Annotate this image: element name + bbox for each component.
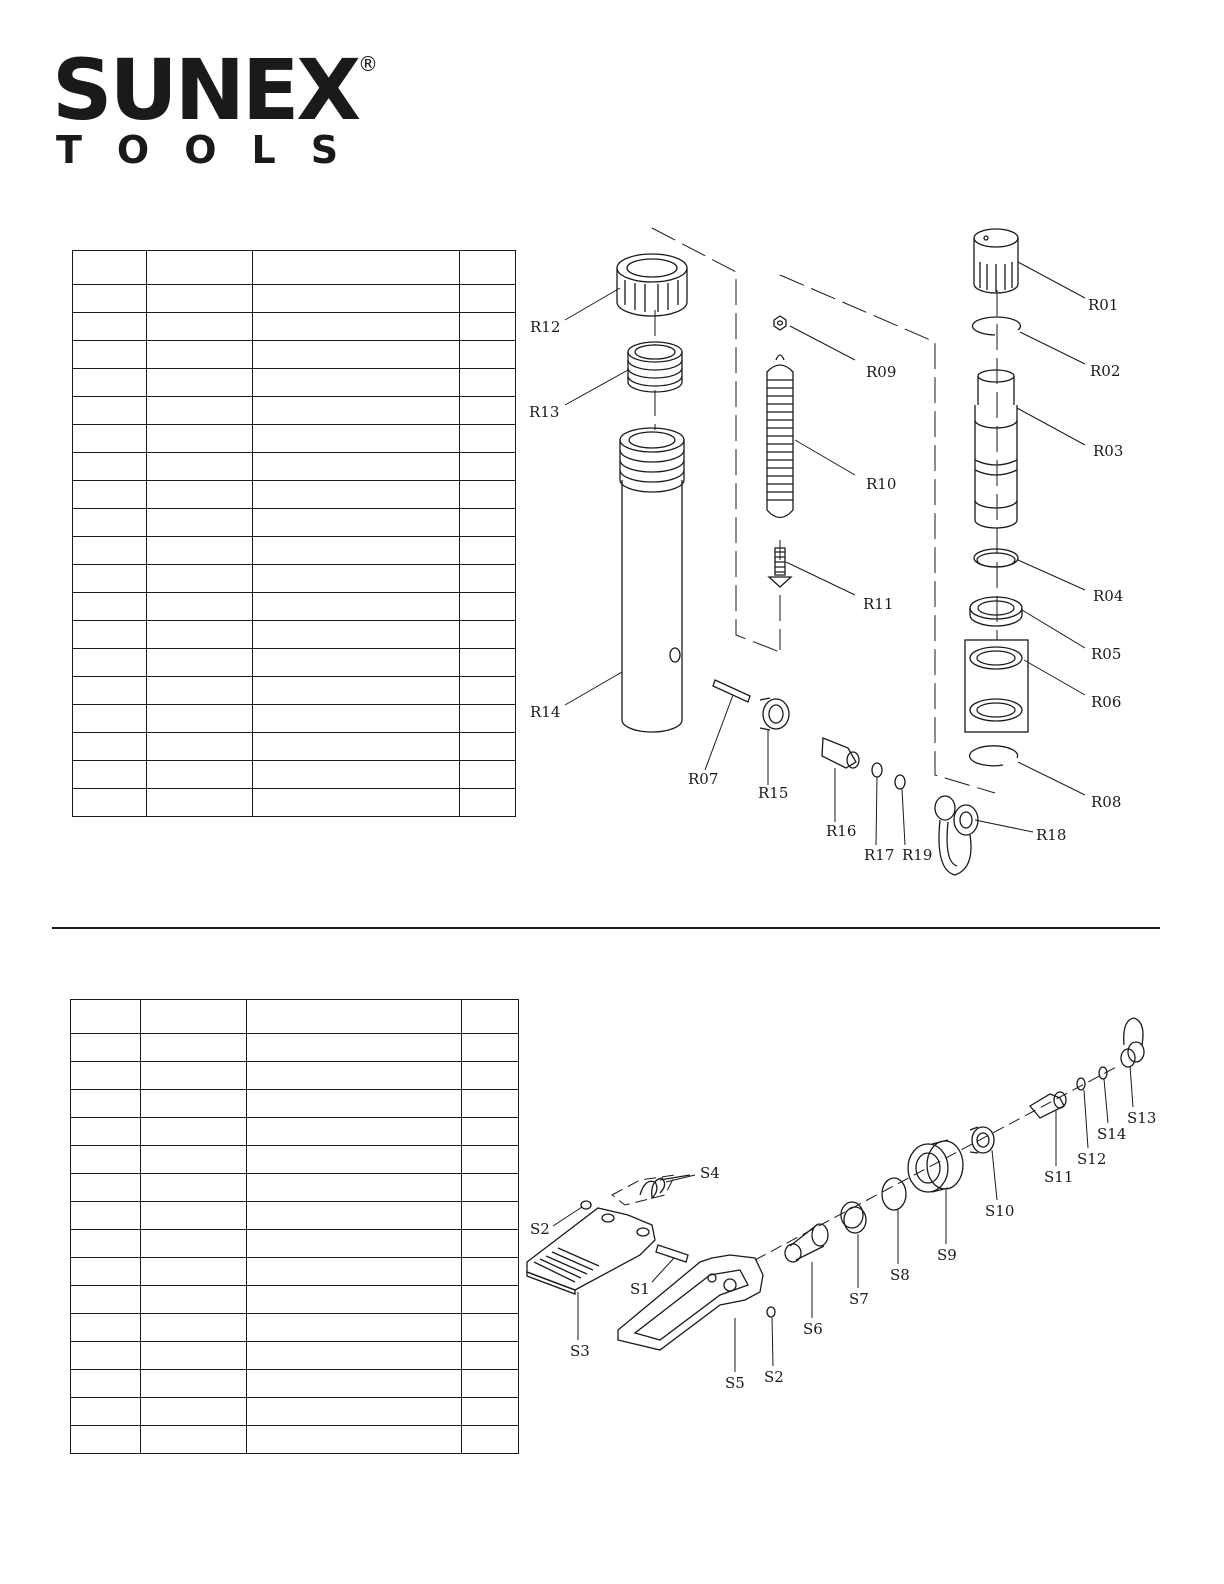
table-row: [73, 733, 516, 761]
table-cell: [247, 1174, 462, 1202]
table-row: [71, 1426, 519, 1454]
table-cell: [460, 341, 516, 369]
table-cell: [253, 397, 460, 425]
s8-o-ring: [882, 1178, 906, 1210]
table-cell: [73, 397, 147, 425]
table-cell: [462, 1034, 519, 1062]
table-cell: [247, 1370, 462, 1398]
table-cell: [71, 1146, 141, 1174]
r13-ring: [628, 342, 682, 392]
table-cell: [462, 1370, 519, 1398]
label-r04: R04: [1093, 587, 1124, 605]
table-cell: [253, 705, 460, 733]
table-cell: [141, 1426, 247, 1454]
table-cell: [460, 369, 516, 397]
label-s12: S12: [1077, 1150, 1107, 1168]
table-cell: [462, 1398, 519, 1426]
table-cell: [147, 789, 253, 817]
table-row: [73, 761, 516, 789]
table-cell: [147, 761, 253, 789]
table-row: [73, 677, 516, 705]
label-s10: S10: [985, 1202, 1015, 1220]
table-cell: [71, 1000, 141, 1034]
table-row: [71, 1286, 519, 1314]
table-cell: [73, 251, 147, 285]
table-cell: [462, 1118, 519, 1146]
table-cell: [460, 251, 516, 285]
table-cell: [253, 677, 460, 705]
table-cell: [141, 1370, 247, 1398]
table-cell: [147, 705, 253, 733]
table-cell: [147, 285, 253, 313]
label-r02: R02: [1090, 362, 1121, 380]
exploded-diagram-r: [520, 220, 1140, 900]
table-row: [71, 1258, 519, 1286]
label-s14: S14: [1097, 1125, 1127, 1143]
table-cell: [73, 341, 147, 369]
label-r14: R14: [530, 703, 561, 721]
table-row: [73, 789, 516, 817]
table-cell: [71, 1342, 141, 1370]
table-cell: [71, 1426, 141, 1454]
s11-fitting: [1030, 1092, 1066, 1118]
label-r13: R13: [529, 403, 560, 421]
table-cell: [73, 677, 147, 705]
label-s3: S3: [570, 1342, 590, 1360]
table-cell: [141, 1118, 247, 1146]
table-cell: [147, 369, 253, 397]
table-cell: [462, 1000, 519, 1034]
table-cell: [247, 1314, 462, 1342]
table-cell: [253, 621, 460, 649]
r02-clip: [972, 317, 1020, 335]
table-cell: [253, 369, 460, 397]
table-row: [73, 565, 516, 593]
table-cell: [147, 425, 253, 453]
label-s9: S9: [937, 1246, 957, 1264]
s12-ring: [1077, 1078, 1085, 1090]
label-r16: R16: [826, 822, 857, 840]
table-cell: [147, 481, 253, 509]
label-r07: R07: [688, 770, 719, 788]
label-r03: R03: [1093, 442, 1124, 460]
table-cell: [460, 677, 516, 705]
label-r15: R15: [758, 784, 789, 802]
table-cell: [460, 285, 516, 313]
label-s1: S1: [630, 1280, 650, 1298]
label-r17: R17: [864, 846, 895, 864]
table-cell: [71, 1398, 141, 1426]
label-r01: R01: [1088, 296, 1119, 314]
table-cell: [147, 593, 253, 621]
r12-nut: [617, 254, 687, 316]
table-cell: [460, 481, 516, 509]
table-cell: [147, 251, 253, 285]
label-r19: R19: [902, 846, 933, 864]
table-cell: [460, 761, 516, 789]
table-row: [73, 537, 516, 565]
table-row: [71, 1202, 519, 1230]
table-cell: [247, 1230, 462, 1258]
table-cell: [73, 425, 147, 453]
label-s7: S7: [849, 1290, 869, 1308]
table-cell: [460, 509, 516, 537]
s2-clip-upper: [581, 1201, 591, 1209]
table-cell: [462, 1286, 519, 1314]
table-cell: [147, 677, 253, 705]
table-cell: [460, 565, 516, 593]
label-s11: S11: [1044, 1168, 1074, 1186]
table-cell: [253, 285, 460, 313]
table-cell: [73, 537, 147, 565]
table-cell: [460, 649, 516, 677]
r14-barrel: [620, 428, 684, 732]
table-row: [71, 1118, 519, 1146]
table-cell: [462, 1062, 519, 1090]
table-cell: [71, 1062, 141, 1090]
table-cell: [147, 537, 253, 565]
table-cell: [147, 733, 253, 761]
label-s6: S6: [803, 1320, 823, 1338]
s2-clip-lower: [767, 1307, 775, 1317]
table-cell: [73, 481, 147, 509]
table-row: [71, 1398, 519, 1426]
table-cell: [71, 1202, 141, 1230]
logo-registered-mark: ®: [358, 52, 378, 76]
table-row: [71, 1174, 519, 1202]
table-row: [71, 1146, 519, 1174]
r15-nut: [760, 698, 789, 730]
table-row: [71, 1342, 519, 1370]
table-cell: [71, 1230, 141, 1258]
table-cell: [253, 565, 460, 593]
table-cell: [147, 621, 253, 649]
r03-valve-body: [975, 370, 1017, 528]
table-cell: [141, 1062, 247, 1090]
r08-clip: [970, 746, 1018, 766]
table-cell: [71, 1174, 141, 1202]
table-row: [73, 481, 516, 509]
table-cell: [253, 481, 460, 509]
table-cell: [253, 649, 460, 677]
table-cell: [73, 509, 147, 537]
table-row: [73, 341, 516, 369]
s10-nut: [970, 1127, 994, 1153]
table-cell: [71, 1370, 141, 1398]
table-cell: [71, 1118, 141, 1146]
table-cell: [147, 397, 253, 425]
table-cell: [460, 789, 516, 817]
parts-table-s: [70, 999, 519, 1454]
table-cell: [247, 1146, 462, 1174]
table-row: [73, 397, 516, 425]
s13-swivel-hanger: [1121, 1018, 1144, 1067]
s6-valve: [785, 1224, 828, 1262]
table-cell: [247, 1286, 462, 1314]
label-r10: R10: [866, 475, 897, 493]
table-cell: [147, 565, 253, 593]
table-cell: [462, 1174, 519, 1202]
table-row: [73, 285, 516, 313]
label-r12: R12: [530, 318, 561, 336]
table-cell: [247, 1398, 462, 1426]
table-cell: [73, 565, 147, 593]
table-cell: [247, 1426, 462, 1454]
table-cell: [247, 1118, 462, 1146]
table-row: [73, 313, 516, 341]
table-cell: [71, 1286, 141, 1314]
r04-ring: [974, 549, 1018, 567]
table-cell: [73, 789, 147, 817]
table-row: [71, 1090, 519, 1118]
table-cell: [73, 313, 147, 341]
table-cell: [71, 1090, 141, 1118]
table-cell: [253, 761, 460, 789]
table-header-row: [71, 1000, 519, 1034]
table-cell: [141, 1258, 247, 1286]
table-cell: [73, 733, 147, 761]
table-cell: [462, 1314, 519, 1342]
table-cell: [147, 313, 253, 341]
section-divider: [52, 927, 1160, 929]
table-cell: [247, 1090, 462, 1118]
table-cell: [73, 285, 147, 313]
table-cell: [141, 1146, 247, 1174]
table-cell: [147, 453, 253, 481]
table-cell: [247, 1000, 462, 1034]
table-cell: [460, 733, 516, 761]
r01-handle: [974, 229, 1018, 293]
table-cell: [141, 1000, 247, 1034]
table-cell: [141, 1230, 247, 1258]
table-cell: [247, 1034, 462, 1062]
table-row: [71, 1370, 519, 1398]
r06-seals: [965, 640, 1028, 732]
sunex-tools-logo: [52, 41, 392, 178]
exploded-diagram-s: [520, 1010, 1160, 1410]
table-cell: [253, 789, 460, 817]
table-cell: [141, 1034, 247, 1062]
table-cell: [141, 1398, 247, 1426]
table-row: [73, 593, 516, 621]
table-cell: [141, 1286, 247, 1314]
table-cell: [247, 1258, 462, 1286]
table-cell: [460, 705, 516, 733]
table-row: [73, 425, 516, 453]
logo-subtitle: TOOLS: [56, 128, 374, 172]
table-cell: [460, 313, 516, 341]
label-r09: R09: [866, 363, 897, 381]
table-row: [73, 705, 516, 733]
label-s2-lower: S2: [764, 1368, 784, 1386]
table-header-row: [73, 251, 516, 285]
table-row: [71, 1034, 519, 1062]
label-s13: S13: [1127, 1109, 1157, 1127]
table-cell: [147, 509, 253, 537]
table-cell: [247, 1202, 462, 1230]
table-row: [71, 1314, 519, 1342]
label-s2-upper: S2: [530, 1220, 550, 1238]
table-cell: [253, 453, 460, 481]
logo-brand: SUNEX: [52, 41, 359, 139]
table-cell: [247, 1062, 462, 1090]
label-r06: R06: [1091, 693, 1122, 711]
table-cell: [253, 733, 460, 761]
table-cell: [71, 1314, 141, 1342]
label-s4: S4: [700, 1164, 720, 1182]
table-cell: [141, 1314, 247, 1342]
table-cell: [141, 1174, 247, 1202]
table-cell: [460, 537, 516, 565]
table-cell: [253, 509, 460, 537]
s7-bushing: [841, 1202, 866, 1233]
table-cell: [462, 1090, 519, 1118]
table-row: [73, 621, 516, 649]
table-cell: [460, 425, 516, 453]
table-cell: [253, 537, 460, 565]
label-r08: R08: [1091, 793, 1122, 811]
table-row: [71, 1062, 519, 1090]
table-cell: [253, 425, 460, 453]
table-cell: [462, 1342, 519, 1370]
table-cell: [460, 621, 516, 649]
table-cell: [253, 313, 460, 341]
table-cell: [247, 1342, 462, 1370]
table-row: [73, 509, 516, 537]
table-cell: [460, 593, 516, 621]
table-cell: [73, 453, 147, 481]
table-cell: [462, 1230, 519, 1258]
table-cell: [253, 593, 460, 621]
label-s5: S5: [725, 1374, 745, 1392]
label-s8: S8: [890, 1266, 910, 1284]
table-cell: [253, 341, 460, 369]
table-cell: [73, 621, 147, 649]
label-r11: R11: [863, 595, 894, 613]
r17-ring: [872, 763, 882, 777]
table-cell: [73, 761, 147, 789]
table-cell: [147, 341, 253, 369]
table-cell: [141, 1090, 247, 1118]
table-row: [71, 1230, 519, 1258]
table-cell: [147, 649, 253, 677]
table-row: [73, 369, 516, 397]
table-cell: [462, 1146, 519, 1174]
label-r05: R05: [1091, 645, 1122, 663]
table-cell: [141, 1342, 247, 1370]
table-cell: [73, 369, 147, 397]
r18-swivel-hanger: [935, 796, 978, 875]
s9-collar: [908, 1140, 963, 1192]
r16-fitting: [822, 738, 859, 768]
table-cell: [71, 1258, 141, 1286]
table-row: [73, 649, 516, 677]
table-cell: [141, 1202, 247, 1230]
table-cell: [462, 1202, 519, 1230]
table-cell: [460, 397, 516, 425]
table-cell: [73, 593, 147, 621]
label-r18: R18: [1036, 826, 1067, 844]
table-cell: [460, 453, 516, 481]
table-cell: [462, 1426, 519, 1454]
r19-ring: [895, 775, 905, 789]
table-cell: [71, 1034, 141, 1062]
table-cell: [462, 1258, 519, 1286]
r05-bushing: [970, 597, 1022, 626]
s5-handle-frame: [618, 1255, 763, 1350]
table-cell: [73, 705, 147, 733]
table-row: [73, 453, 516, 481]
table-cell: [253, 251, 460, 285]
parts-table-r: [72, 250, 516, 817]
table-cell: [73, 649, 147, 677]
